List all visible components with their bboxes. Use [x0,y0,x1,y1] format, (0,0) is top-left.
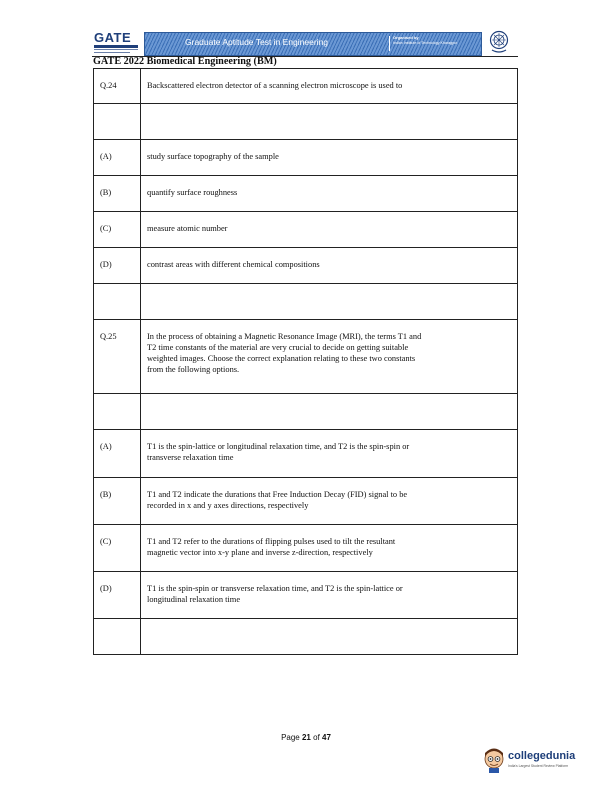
page-number [0,733,612,742]
page-prefix: Page [281,733,300,742]
question-row [94,69,518,104]
option-label: (A) [100,442,112,451]
option-row [94,430,518,478]
option-text: quantify surface roughness [147,188,238,197]
collegedunia-logo [482,746,582,776]
option-row [94,478,518,525]
option-label: (C) [100,537,112,546]
option-label: (D) [100,584,112,593]
banner-title: Graduate Aptitude Test in Engineering [185,37,329,47]
option-text-line: transverse relaxation time [147,453,234,462]
page-current: 21 [301,733,311,742]
option-label: (B) [100,490,112,499]
blank-row [94,104,518,140]
iit-emblem-icon [488,30,510,54]
question-text: Backscattered electron detector of a scanning electron microscope is used to [147,81,403,90]
option-text-line: magnetic vector into x-y plane and inverse z-direction, respectively [147,548,373,557]
option-text-line: T1 and T2 indicate the durations that Free Induction Decay (FID) signal to be [147,490,408,499]
page-total: 47 [322,733,331,742]
blank-row [94,394,518,430]
page-of: of [313,733,320,742]
brand-name: collegedunia [508,750,576,762]
blank-row [94,284,518,320]
logo-subline [94,49,138,50]
organiser-block [393,36,457,45]
option-text-line: T1 is the spin-spin or transverse relaxation time, and T2 is the spin-lattice or [147,584,403,593]
logo-bar [94,45,138,48]
option-row [94,525,518,572]
logo-subline [94,52,130,53]
option-text-line: longitudinal relaxation time [147,595,241,604]
question-text-line: T2 time constants of the material are very crucial to decide on getting suitable [147,343,409,352]
organised-label: Organised by [393,35,419,40]
organiser-name: Indian Institute of Technology Kharagpur [393,40,458,45]
question-number: Q.25 [100,332,117,341]
mascot-icon [482,746,506,774]
option-text: measure atomic number [147,224,228,233]
blank-row [94,619,518,655]
question-table [93,68,518,655]
gate-logo [92,30,140,56]
option-row [94,140,518,176]
option-label: (A) [100,152,112,161]
option-label: (D) [100,260,112,269]
option-row [94,176,518,212]
option-text-line: recorded in x and y axes directions, respectively [147,501,309,510]
question-text-line: weighted images. Choose the correct explanation relating to these two constants [147,354,416,363]
option-row [94,212,518,248]
question-text-line: from the following options. [147,365,240,374]
option-label: (C) [100,224,112,233]
option-row [94,572,518,619]
option-label: (B) [100,188,112,197]
option-text: study surface topography of the sample [147,152,279,161]
banner-divider [389,36,390,51]
option-text-line: T1 and T2 refer to the durations of flipping pulses used to tilt the resultant [147,537,396,546]
brand-tagline: India's Largest Student Review Platform [508,764,569,768]
option-text: contrast areas with different chemical compositions [147,260,320,269]
question-text-line: In the process of obtaining a Magnetic Resonance Image (MRI), the terms T1 and [147,332,422,341]
option-row [94,248,518,284]
question-number: Q.24 [100,81,117,90]
gate-logo-text: GATE [94,30,132,45]
question-row [94,320,518,394]
paper-title: GATE 2022 Biomedical Engineering (BM) [93,56,277,67]
option-text-line: T1 is the spin-lattice or longitudinal relaxation time, and T2 is the spin-spin or [147,442,410,451]
header-banner [144,32,482,56]
